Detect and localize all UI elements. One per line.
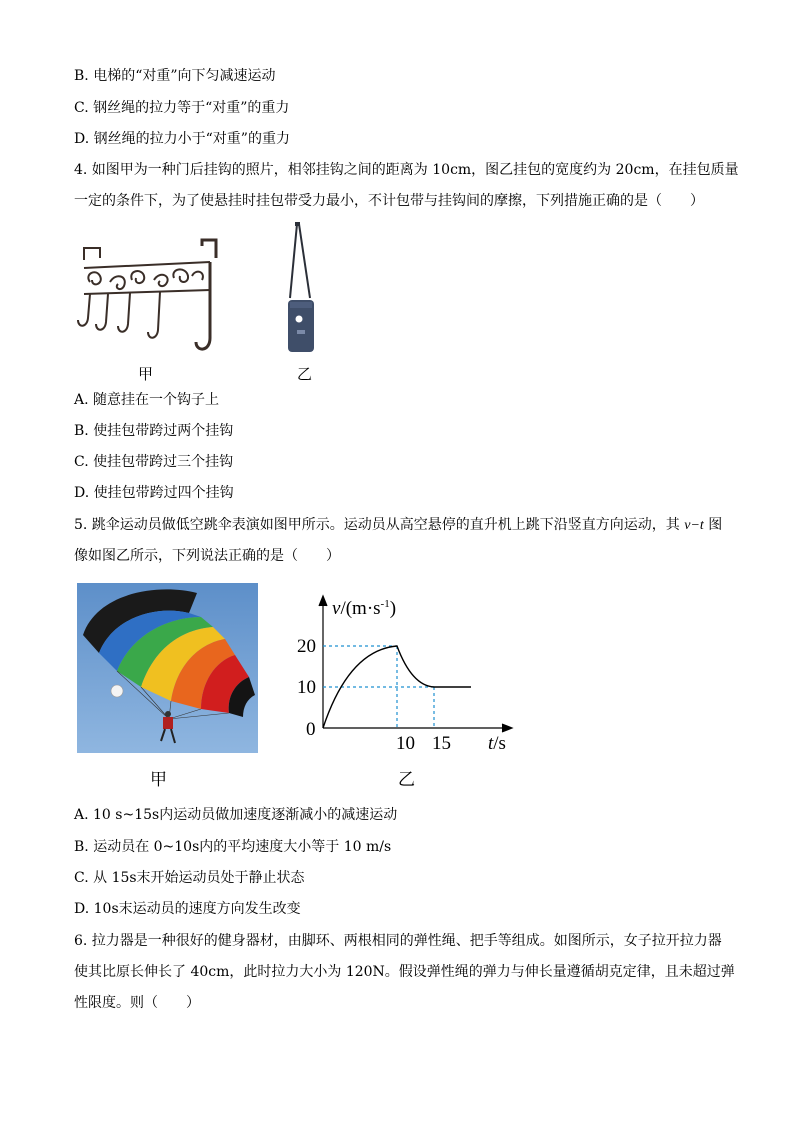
q4-option-d: D. 使挂包带跨过四个挂钩 xyxy=(74,485,234,501)
y-tick-20: 20 xyxy=(297,636,316,657)
q4-stem-line2: 一定的条件下，为了使悬挂时挂包带受力最小，不计包带与挂钩间的摩擦，下列措施正确的是（ ） xyxy=(74,193,704,209)
x-axis-arrow xyxy=(502,724,512,732)
q5-option-a: A. 10 s~15s内运动员做加速度逐渐减小的减速运动 xyxy=(74,807,398,823)
door-hook-rack-image xyxy=(70,238,230,362)
q5-stem-text-b: 图 xyxy=(703,517,723,533)
q5-stem-line1 xyxy=(74,515,722,536)
q4-option-a: A. 随意挂在一个钩子上 xyxy=(74,392,220,408)
y-axis-arrow xyxy=(319,596,327,606)
q4-caption-jia: 甲 xyxy=(138,365,154,383)
x-label-unit: /s xyxy=(493,733,506,754)
q5-caption-yi: 乙 xyxy=(398,770,415,790)
q5-caption-jia: 甲 xyxy=(150,770,167,790)
q5-stem-vt: v−t xyxy=(684,518,704,533)
q5-option-d: D. 10s末运动员的速度方向发生改变 xyxy=(74,901,301,917)
y-label-v: v xyxy=(332,598,341,619)
x-axis-label xyxy=(488,733,506,754)
y-tick-0: 0 xyxy=(306,719,316,740)
q3-option-b: B. 电梯的“对重”向下匀减速运动 xyxy=(74,68,276,84)
q6-line1: 6. 拉力器是一种很好的健身器材，由脚环、两根相同的弹性绳、把手等组成。如图所示，女子拉开拉力器 xyxy=(74,933,722,949)
y-label-unit: /(m·s xyxy=(340,598,381,619)
q3-option-c: C. 钢丝绳的拉力等于“对重”的重力 xyxy=(74,100,290,116)
x-tick-15: 15 xyxy=(432,733,451,754)
y-label-close: ) xyxy=(389,598,397,619)
q5-stem-text-a: 5. 跳伞运动员做低空跳伞表演如图甲所示。运动员从高空悬停的直升机上跳下沿竖直方向运动，其 xyxy=(74,517,685,533)
q5-option-b: B. 运动员在 0~10s内的平均速度大小等于 10 m/s xyxy=(74,839,392,855)
hanging-bag-image xyxy=(280,222,328,356)
q5-stem-line2: 像如图乙所示，下列说法正确的是（ ） xyxy=(74,548,340,564)
q4-stem-line1: 4. 如图甲为一种门后挂钩的照片，相邻挂钩之间的距离为 10cm，图乙挂包的宽度约为 20cm，在挂包质量 xyxy=(74,162,739,178)
q6-line2: 使其比原长伸长了 40cm，此时拉力大小为 120N。假设弹性绳的弹力与伸长量遵循胡克定律，且未超过弹 xyxy=(74,964,735,980)
q4-option-c: C. 使挂包带跨过三个挂钩 xyxy=(74,454,234,470)
paraglider-photo xyxy=(77,583,258,753)
y-axis-label xyxy=(332,598,396,619)
y-tick-10: 10 xyxy=(297,677,316,698)
q6-line3: 性限度。则（ ） xyxy=(74,995,200,1011)
v-t-graph xyxy=(290,590,520,760)
q4-caption-yi: 乙 xyxy=(297,365,313,383)
q3-option-d: D. 钢丝绳的拉力小于“对重”的重力 xyxy=(74,131,290,147)
x-label-t: t xyxy=(488,733,494,754)
y-label-exp: -1 xyxy=(380,598,390,610)
x-tick-10: 10 xyxy=(396,733,415,754)
q4-option-b: B. 使挂包带跨过两个挂钩 xyxy=(74,423,234,439)
q5-option-c: C. 从 15s末开始运动员处于静止状态 xyxy=(74,870,305,886)
